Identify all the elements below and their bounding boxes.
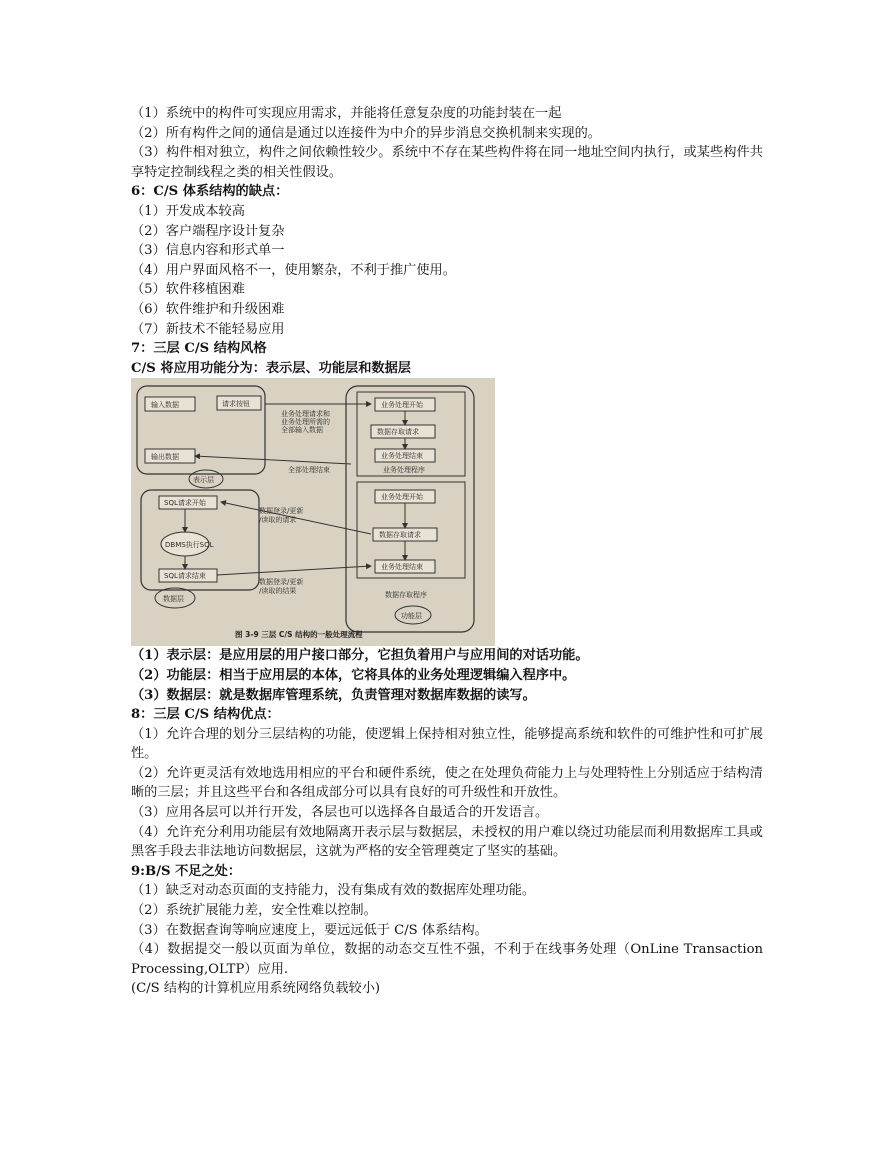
section9-item-2: （2）系统扩展能力差，安全性难以控制。 [131, 903, 377, 919]
data-label: 数据层 [163, 595, 184, 604]
biz-start-2-text: 业务处理开始 [381, 493, 423, 502]
msg-request-2: 业务处理所需的 [281, 418, 330, 427]
section6-item-5: （5）软件移植困难 [131, 282, 245, 298]
db-req-label-2: /读取的请求 [259, 516, 297, 525]
section6-item-7: （7）新技术不能轻易应用 [131, 321, 285, 337]
db-res-label-2: /读取的结果 [259, 587, 297, 596]
section8-item-3: （3）应用各层可以并行开发，各层也可以选择各自最适合的开发语言。 [131, 805, 549, 821]
db-program-label: 数据存取程序 [385, 591, 427, 600]
input-data-text: 输入数据 [151, 401, 179, 410]
biz-program-label: 业务处理程序 [383, 466, 425, 475]
msg-request-1: 业务处理请求和 [281, 410, 330, 419]
section8-item-1: （1）允许合理的划分三层结构的功能，使逻辑上保持相对独立性，能够提高系统和软件的可维护性和可扩展性。 [131, 726, 763, 762]
section7-item-3: （3）数据层：就是数据库管理系统，负责管理对数据库数据的读写。 [131, 687, 536, 703]
section9-item-3: （3）在数据查询等响应速度上，要远远低于 C/S 体系结构。 [131, 922, 488, 938]
section6-heading: 6：C/S 体系结构的缺点： [131, 184, 289, 200]
section7-subheading: C/S 将应用功能分为：表示层、功能层和数据层 [131, 360, 411, 376]
biz-end-2-text: 业务处理结束 [381, 563, 423, 572]
section6-item-6: （6）软件维护和升级困难 [131, 301, 285, 317]
intro-item-3: （3）构件相对独立，构件之间依赖性较少。系统中不存在某些构件将在同一地址空间内执行，或某些构件共享特定控制线程之类的相关性假设。 [131, 145, 763, 180]
section6-item-2: （2）客户端程序设计复杂 [131, 223, 285, 239]
section6-item-3: （3）信息内容和形式单一 [131, 243, 285, 259]
section9-item-4: （4）数据提交一般以页面为单位，数据的动态交互性不强，不利于在线事务处理（OnLine Transaction Processing,OLTP）应用. [131, 942, 763, 977]
section8-item-2: （2）允许更灵活有效地选用相应的平台和硬件系统，使之在处理负荷能力上与处理特性上分别适应于结构清晰的三层；并且这些平台和各组成部分可以具有良好的可升级性和开放性。 [131, 765, 763, 801]
db-res-arrow [217, 566, 371, 575]
request-button-text: 请求按钮 [222, 400, 250, 409]
section7-item-1: （1）表示层：是应用层的用户接口部分，它担负着用户与应用间的对话功能。 [131, 648, 589, 664]
intro-item-1: （1）系统中的构件可实现应用需求，并能将任意复杂度的功能封装在一起 [131, 106, 562, 121]
three-tier-diagram [131, 378, 495, 646]
section8-item-4: （4）允许充分利用功能层有效地隔离开表示层与数据层，未授权的用户难以绕过功能层而利用数据库工具或黑客手段去非法地访问数据层，这就为严格的安全管理奠定了坚实的基础。 [131, 824, 763, 860]
db-req-label-1: 数据登录/更新 [259, 507, 304, 516]
output-data-text: 输出数据 [151, 453, 179, 462]
db-request-2-text: 数据存取请求 [379, 531, 421, 540]
done-arrow [195, 456, 351, 464]
three-tier-figure [131, 378, 495, 646]
all-done-label: 全部处理结束 [288, 466, 330, 475]
dbms-exec-text: DBMS执行SQL [165, 541, 214, 550]
section9-item-1: （1）缺乏对动态页面的支持能力，没有集成有效的数据库处理功能。 [131, 883, 536, 899]
sql-end-text: SQL请求结束 [164, 572, 206, 581]
function-label: 功能层 [401, 612, 422, 621]
section8-heading: 8：三层 C/S 结构优点： [131, 707, 280, 723]
biz-start-1-text: 业务处理开始 [381, 401, 423, 410]
msg-request-3: 全部输入数据 [281, 426, 323, 435]
section7-item-2: （2）功能层：相当于应用层的本体，它将具体的业务处理逻辑编入程序中。 [131, 667, 576, 683]
db-request-1-text: 数据存取请求 [377, 428, 419, 437]
section6-item-1: （1）开发成本较高 [131, 203, 245, 219]
intro-item-2: （2）所有构件之间的通信是通过以连接件为中介的异步消息交换机制来实现的。 [131, 125, 601, 141]
document-page [131, 104, 763, 999]
sql-start-text: SQL请求开始 [164, 499, 206, 508]
figure-caption: 图 3-9 三层 C/S 结构的一般处理流程 [235, 630, 363, 640]
biz-end-1-text: 业务处理结束 [381, 452, 423, 461]
section6-item-4: （4）用户界面风格不一，使用繁杂，不利于推广使用。 [131, 262, 456, 278]
section9-note: (C/S 结构的计算机应用系统网络负载较小) [131, 981, 381, 997]
section9-heading: 9:B/S 不足之处： [131, 863, 242, 879]
presentation-label: 表示层 [193, 476, 214, 485]
section7-heading: 7：三层 C/S 结构风格 [131, 341, 267, 357]
db-res-label-1: 数据登录/更新 [259, 578, 304, 587]
